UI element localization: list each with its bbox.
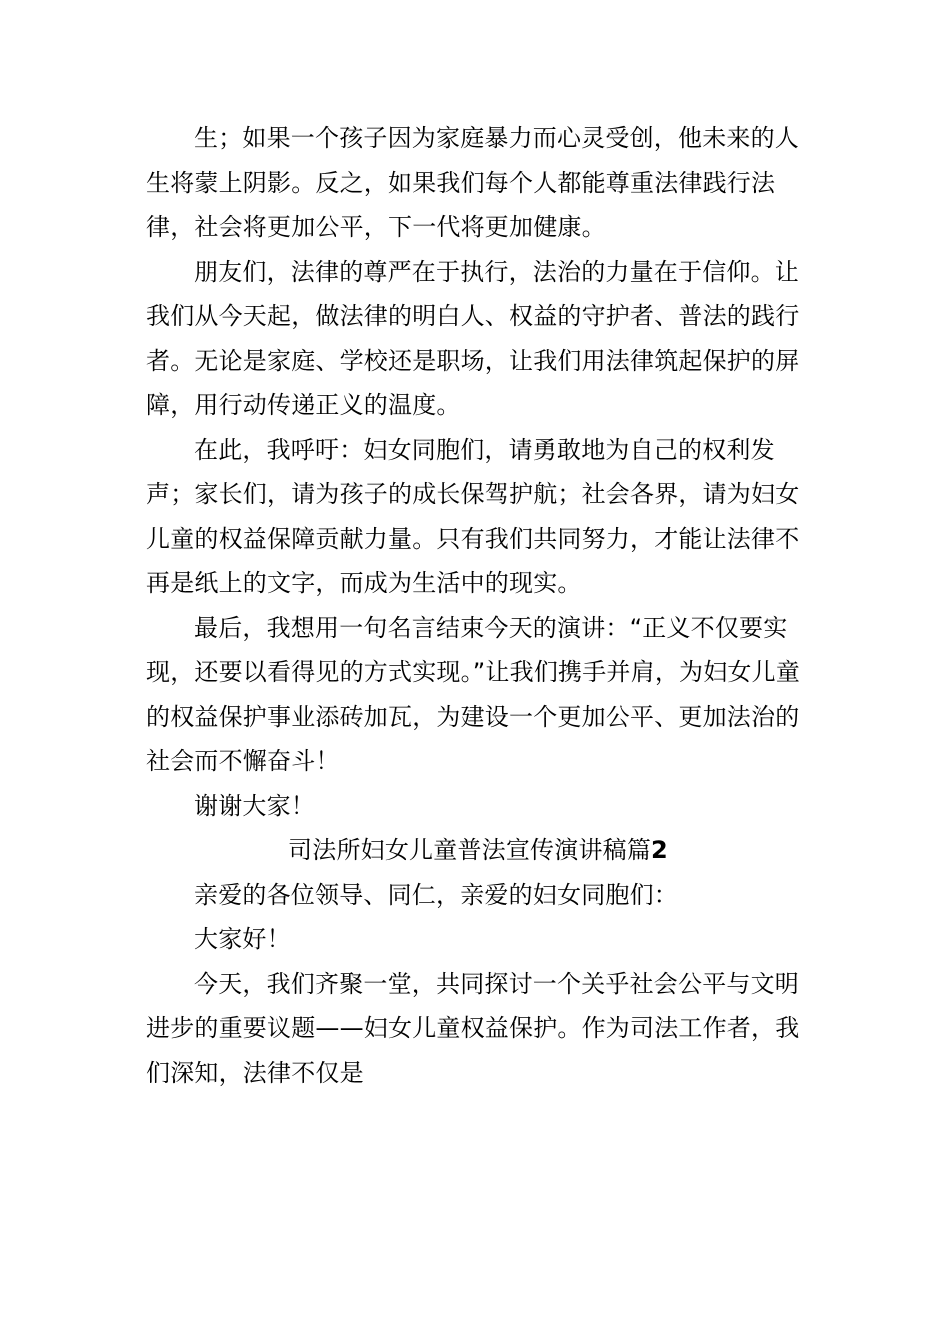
paragraph-continuation: 生；如果一个孩子因为家庭暴力而心灵受创，他未来的人生将蒙上阴影。反之，如果我们每个人都能尊重法律践行法律，社会将更加公平，下一代将更加健康。 [146, 124, 799, 241]
paragraph-thanks: 谢谢大家！ [194, 791, 315, 820]
section-number: 2 [651, 836, 668, 864]
section-heading [146, 828, 810, 873]
paragraph-intro: 今天，我们齐聚一堂，共同探讨一个关乎社会公平与文明进步的重要议题——妇女儿童权益保护。作为司法工作者，我们深知，法律不仅是 [146, 969, 800, 1087]
document-body [146, 116, 810, 1095]
paragraph-hello: 大家好！ [194, 925, 291, 953]
paragraph-friends: 朋友们，法律的尊严在于执行，法治的力量在于信仰。让我们从今天起，做法律的明白人、权益的守护者、普法的践行者。无论是家庭、学校还是职场，让我们用法律筑起保护的屏障，用行动传递正义的温度。 [146, 257, 800, 419]
paragraph-greeting: 亲爱的各位领导、同仁，亲爱的妇女同胞们： [194, 880, 678, 909]
section-title: 司法所妇女儿童普法宣传演讲稿篇 [288, 836, 652, 864]
paragraph-appeal: 在此，我呼吁：妇女同胞们，请勇敢地为自己的权利发声；家长们，请为孩子的成长保驾护航；社会各界，请为妇女儿童的权益保障贡献力量。只有我们共同努力，才能让法律不再是纸上的文字，而成为生活中的现实。 [146, 435, 800, 597]
paragraph-closing: 最后，我想用一句名言结束今天的演讲：“正义不仅要实现，还要以看得见的方式实现。”让我们携手并肩，为妇女儿童的权益保护事业添砖加瓦，为建设一个更加公平、更加法治的社会而不懈奋斗！ [146, 613, 801, 775]
